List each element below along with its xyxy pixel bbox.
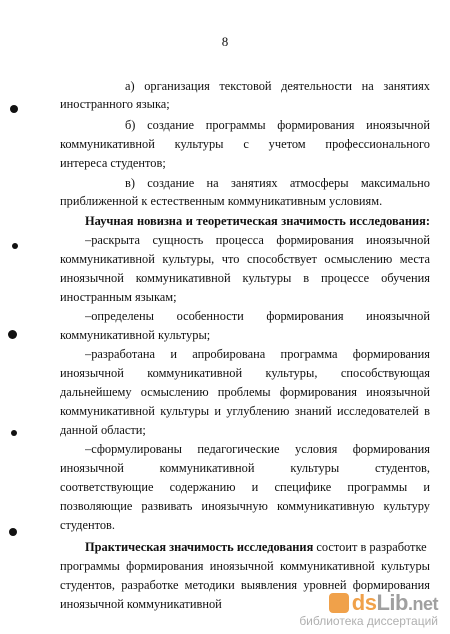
text-line: иноязычной коммуникативной культуры студентов, xyxy=(60,461,430,475)
text-line: –сформулированы педагогические условия формирования xyxy=(85,442,430,456)
practical-heading: Практическая значимость исследования xyxy=(85,540,314,554)
text-line: данной области; xyxy=(60,423,146,437)
page-number: 8 xyxy=(221,34,229,49)
text-line: а) организация текстовой деятельности на занятиях xyxy=(125,79,430,93)
text-line: программы формирования иноязычной коммуникативной культуры xyxy=(60,559,430,573)
text-line: иноязычной коммуникативной культуры в процессе обучения xyxy=(60,271,430,285)
text-line: коммуникативной культуры; xyxy=(60,328,211,342)
text-line: иностранным языкам; xyxy=(60,290,177,304)
section-heading: Научная новизна и теоретическая значимость исследования: xyxy=(85,214,430,228)
text-line: коммуникативной культуры с учетом профессионального xyxy=(60,137,430,151)
text-line: иностранного языка; xyxy=(60,97,170,111)
text-line: иноязычной коммуникативной xyxy=(60,597,222,611)
text-line: б) создание программы формирования иноязычной xyxy=(125,118,430,132)
text-line: студентов, разработке методики выявления уровней формирования xyxy=(60,578,430,592)
dslib-watermark xyxy=(299,590,438,628)
text-line: –определены особенности формирования иноязычной xyxy=(85,309,430,323)
text-line: в) создание на занятиях атмосферы максимально xyxy=(125,176,430,190)
dslib-logo-icon xyxy=(329,593,349,613)
practical-heading-rest: состоит в разработке xyxy=(313,540,427,554)
dslib-logo: dsLib.net xyxy=(299,590,438,616)
dslib-subtitle: библиотека диссертаций xyxy=(299,614,438,628)
text-line: позволяющие развивать иноязычную коммуникативную культуру xyxy=(60,499,430,513)
text-line: дальнейшему осмыслению проблемы формирования иноязычной xyxy=(60,385,430,399)
text-line: –разработана и апробирована программа формирования xyxy=(85,347,430,361)
text-line: приближенной к естественным коммуникативным условиям. xyxy=(60,194,383,208)
text-line: интереса студентов; xyxy=(60,156,166,170)
text-line: соответствующие содержанию и специфике программы и xyxy=(60,480,430,494)
text-line: коммуникативной культуры, что способствует осмыслению места xyxy=(60,252,430,266)
text-line: иноязычной коммуникативной культуры, способствующая xyxy=(60,366,430,380)
text-line: студентов. xyxy=(60,518,115,532)
text-line: коммуникативной культуры и углублению знаний исследователей в xyxy=(60,404,430,418)
text-line: –раскрыта сущность процесса формирования иноязычной xyxy=(85,233,430,247)
practical-paragraph-start xyxy=(85,539,430,556)
